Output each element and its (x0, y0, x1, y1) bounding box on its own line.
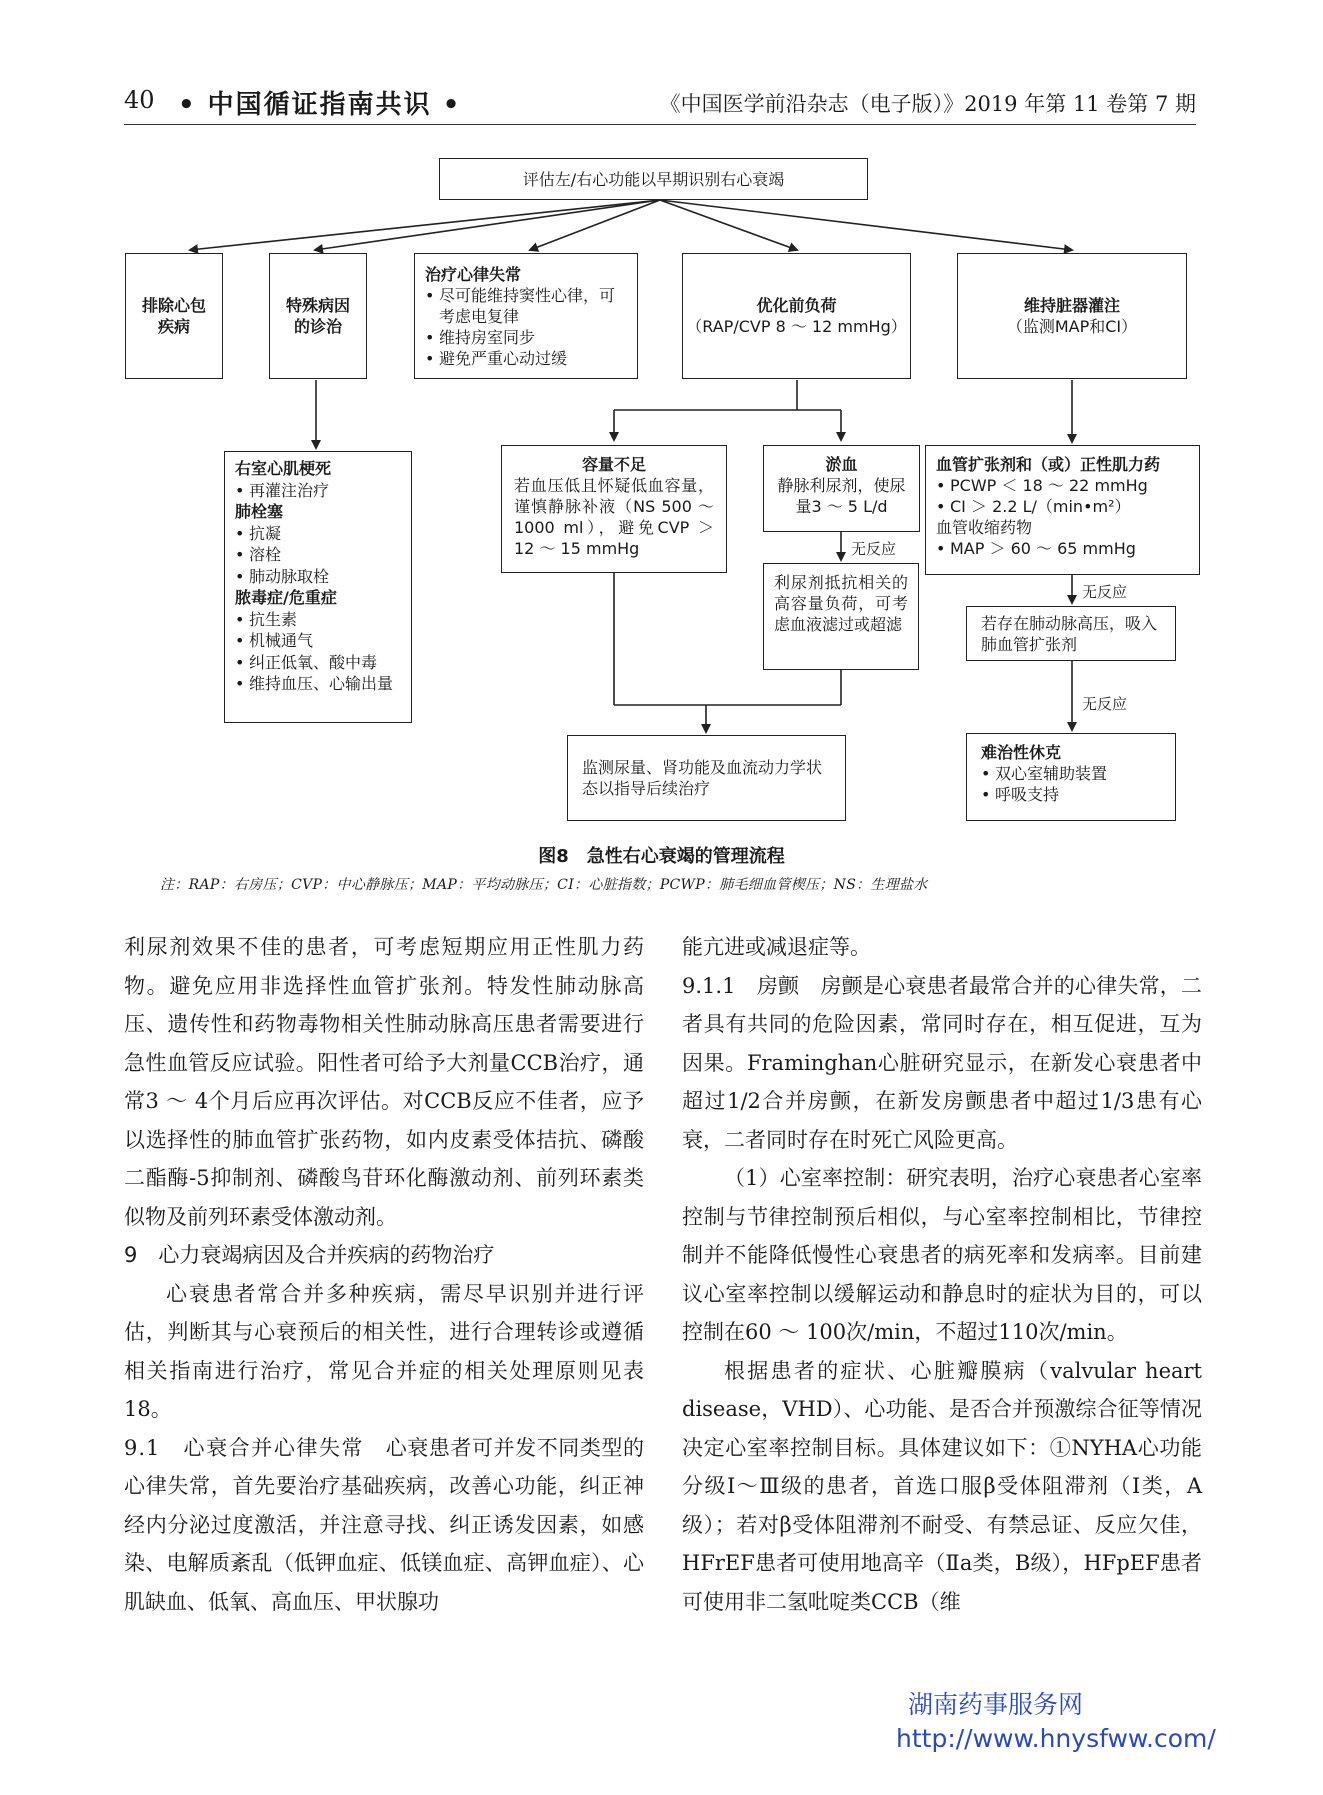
box-special-causes-text: 特殊病因的诊治 (285, 296, 350, 336)
box-exclude-pericardial-text: 排除心包疾病 (141, 296, 206, 336)
paragraph-text: 心衰患者可并发不同类型的心律失常，首先要治疗基础疾病，改善心功能，纠正神经内分泌过度激活，并注意寻找、纠正诱发因素，如感染、电解质紊乱（低钾血症、低镁血症、高钾血症）、心肌缺血、低氧、高血压、甲状腺功 (124, 1435, 644, 1614)
no-response-label: 无反应 (1082, 695, 1128, 713)
paragraph (124, 1429, 644, 1622)
paragraph: 心衰患者常合并多种疾病，需尽早识别并进行评估，判断其与心衰预后的相关性，进行合理转诊或遵循相关指南进行治疗，常见合并症的相关处理原则见表18。 (124, 1281, 644, 1421)
box-refractory-shock-title: 难治性休克 (981, 743, 1062, 762)
paragraph: 利尿剂效果不佳的患者，可考虑短期应用正性肌力药物。避免应用非选择性血管扩张剂。特发性肺动脉高压、遗传性和药物毒物相关性肺动脉高压患者需要进行急性血管反应试验。阳性者可给予大剂量CCB治疗，通常3 ～ 4个月后应再次评估。对CCB反应不佳者，应予以选择性的肺血管扩张药物，如内皮素受体拮抗、磷酸二酯酶-5抑制剂、磷酸鸟苷环化酶激动剂、前列环素类似物及前列环素受体激动剂。 (124, 935, 644, 1229)
box-assess-function-text: 评估左/右心功能以早期识别右心衰竭 (522, 169, 785, 189)
paragraph: 9.1.1 房颤 房颤是心衰患者最常合并的心律失常，二者具有共同的危险因素，常同时存在，相互促进，互为因果。Framinghan心脏研究显示，在新发心衰患者中超过1/2合并房颤，在新发房颤患者中超过1/3患有心衰，二者同时存在时死亡风险更高。 (682, 973, 1202, 1152)
box-cause-treatment (224, 451, 412, 723)
list-item: • MAP ＞ 60 ～ 65 mmHg (936, 538, 1189, 559)
box-maintain-perfusion-sub: （监测MAP和CI） (1006, 317, 1138, 336)
box-treat-arrhythmia (414, 253, 638, 379)
box-congestion-title: 淤血 (825, 455, 858, 474)
section-heading: 9 心力衰竭病因及合并疾病的药物治疗 (124, 1243, 495, 1267)
box-hypovolemia-title: 容量不足 (581, 455, 646, 474)
box-treat-arrhythmia-title: 治疗心律失常 (425, 265, 522, 284)
paragraph: 能亢进或减退症等。 (682, 935, 871, 959)
list-item: • 纠正低氧、酸中毒 (235, 652, 401, 674)
box-optimize-preload-title: 优化前负荷 (756, 296, 837, 315)
list-item: • 维持房室同步 (425, 327, 627, 348)
box-refractory-shock (966, 733, 1176, 821)
box-exclude-pericardial (125, 253, 223, 379)
box-inhaled-pulmonary-vasodilator (966, 606, 1176, 661)
box-monitor-text: 监测尿量、肾功能及血流动力学状态以指导后续治疗 (582, 758, 823, 798)
figure-note: 注：RAP：右房压；CVP：中心静脉压；MAP：平均动脉压；CI：心脏指数；PCWP：肺毛细血管楔压；NS：生理盐水 (160, 877, 928, 893)
list-item: • 机械通气 (235, 630, 401, 652)
list-item: • 肺动脉取栓 (235, 566, 401, 588)
box-assess-function (439, 158, 868, 200)
paragraph: （1）心室率控制：研究表明，治疗心衰患者心室率控制与节律控制预后相似，与心室率控制相比，节律控制并不能降低慢性心衰患者的病死率和发病率。目前建议心室率控制以缓解运动和静息时的症状为目的，可以控制在60 ～ 100次/min，不超过110次/min。 (682, 1166, 1202, 1344)
cause-pulmonary-embolism: 肺栓塞 (235, 502, 284, 521)
box-special-causes (269, 253, 367, 379)
box-optimize-preload (682, 253, 911, 379)
box-hypovolemia (501, 445, 727, 573)
list-item: • CI ＞ 2.2 L/（min•m²） (936, 496, 1189, 517)
subsection-heading: 9.1 心衰合并心律失常 (124, 1435, 365, 1460)
box-diuretic-resistance-text: 利尿剂抵抗相关的高容量负荷，可考虑血液滤过或超滤 (774, 573, 908, 634)
list-item: • 再灌注治疗 (235, 480, 401, 502)
list-item: • 避免严重心动过缓 (425, 348, 627, 369)
list-item: • 呼吸支持 (981, 784, 1161, 805)
left-column (124, 928, 644, 1621)
no-response-label: 无反应 (851, 540, 897, 558)
list-item: • 尽可能维持窦性心律，可考虑电复律 (425, 285, 627, 327)
section-title: • 中国循证指南共识 • (178, 90, 462, 120)
box-maintain-perfusion-title: 维持脏器灌注 (1023, 296, 1120, 315)
cause-sepsis: 脓毒症/危重症 (235, 588, 337, 607)
cause-rv-infarction: 右室心肌梗死 (235, 459, 332, 478)
box-inhaled-pulmonary-vasodilator-text: 若存在肺动脉高压，吸入肺血管扩张剂 (981, 614, 1158, 654)
list-item: • 维持血压、心输出量 (235, 673, 401, 695)
box-monitor (567, 735, 846, 821)
figure-caption: 图8 急性右心衰竭的管理流程 (538, 846, 785, 867)
box-congestion-text: 静脉利尿剂，使尿量3 ～ 5 L/d (777, 476, 906, 516)
list-item: • 溶栓 (235, 544, 401, 566)
box-congestion (763, 445, 920, 532)
box-diuretic-resistance (763, 563, 919, 670)
no-response-label: 无反应 (1082, 583, 1128, 601)
list-item: • 双心室辅助装置 (981, 763, 1161, 784)
box-vasodilators (925, 445, 1200, 575)
watermark-url[interactable]: http://www.hnysfww.com/ (896, 1724, 1216, 1753)
list-item: • 抗凝 (235, 523, 401, 545)
page-header (124, 80, 1196, 125)
right-column (682, 928, 1202, 1621)
watermark-site-name: 湖南药事服务网 (908, 1690, 1084, 1719)
box-hypovolemia-text: 若血压低且怀疑低血容量，谨慎静脉补液（NS 500 ～ 1000 ml），避免CVP ＞ 12 ～ 15 mmHg (514, 476, 714, 558)
list-item: • 抗生素 (235, 609, 401, 631)
box-maintain-perfusion (957, 253, 1187, 379)
box-vasodilators-sub: 血管收缩药物 (936, 518, 1033, 537)
journal-title: 《中国医学前沿杂志（电子版）》2019 年第 11 卷第 7 期 (659, 92, 1196, 116)
page-number: 40 (124, 86, 155, 114)
box-vasodilators-title: 血管扩张剂和（或）正性肌力药 (936, 455, 1161, 474)
paragraph: 根据患者的症状、心脏瓣膜病（valvular heart disease，VHD）、心功能、是否合并预激综合征等情况决定心室率控制目标。具体建议如下：①NYHA心功能分级Ⅰ～Ⅲ级的患者，首选口服β受体阻滞剂（Ⅰ类，A级）；若对β受体阻滞剂不耐受、有禁忌证、反应欠佳，HFrEF患者可使用地高辛（Ⅱa类，B级），HFpEF患者可使用非二氢吡啶类CCB（维 (682, 1358, 1202, 1614)
list-item: • PCWP ＜ 18 ～ 22 mmHg (936, 475, 1189, 496)
box-optimize-preload-sub: （RAP/CVP 8 ～ 12 mmHg） (686, 317, 907, 336)
